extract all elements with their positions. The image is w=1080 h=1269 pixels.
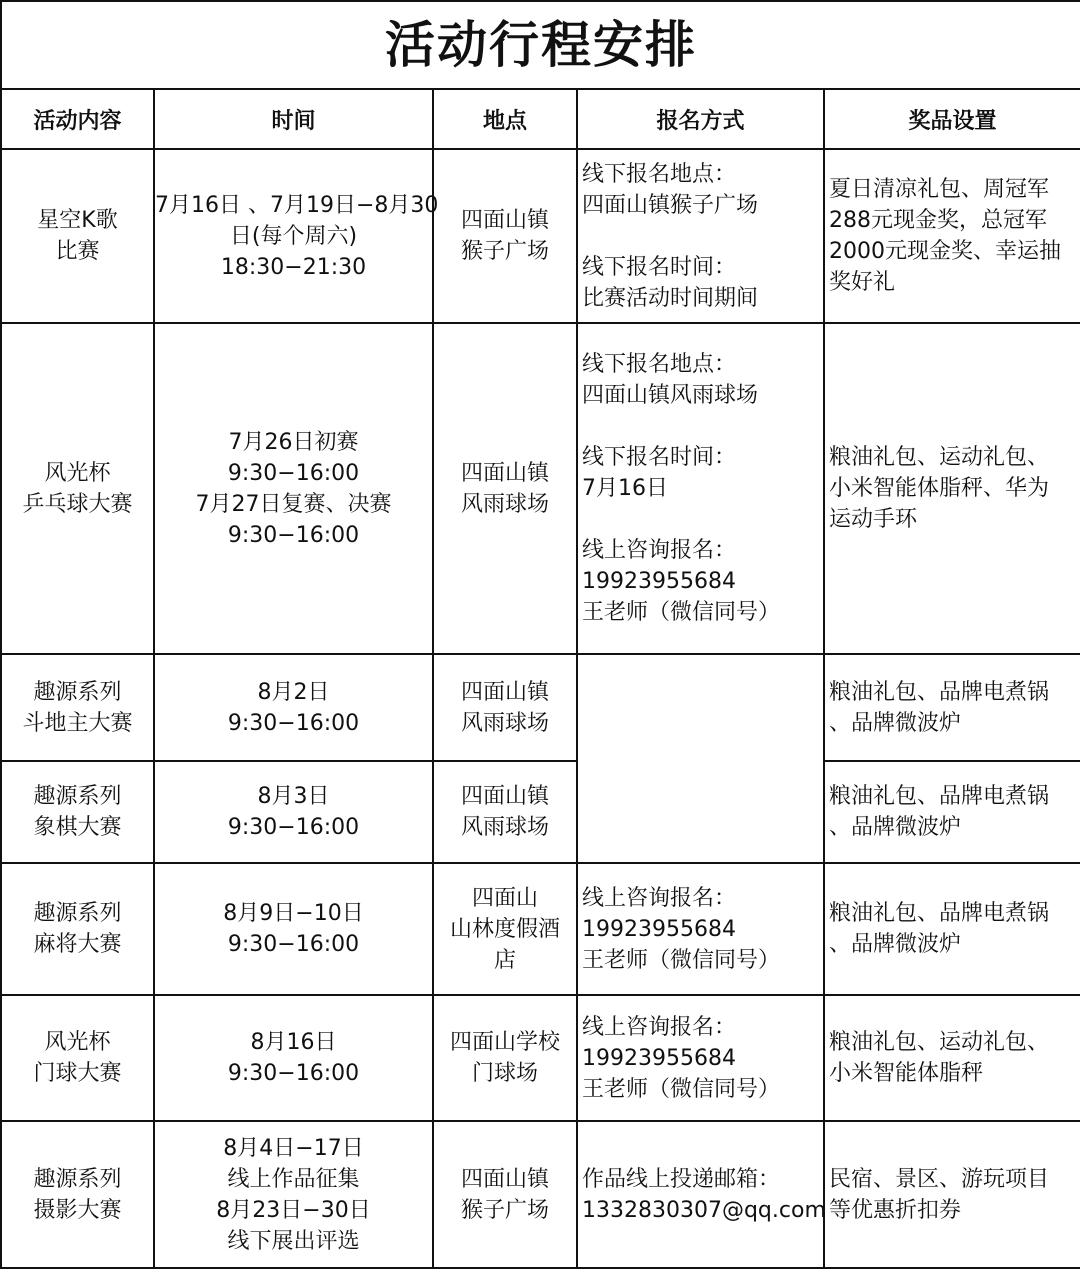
- activity-cell: [1, 761, 154, 863]
- time-line: 7月27日复赛、决赛: [195, 491, 392, 517]
- location-line: 风雨球场: [460, 815, 549, 840]
- time-line: 8月2日: [257, 679, 330, 705]
- prize-line: 、品牌微波炉: [829, 815, 962, 840]
- prize-cell: [824, 654, 1080, 761]
- time-line: 9:30−16:00: [227, 1061, 360, 1086]
- table-row: [1, 761, 1080, 863]
- time-line: 8月9日−10日: [223, 901, 364, 926]
- activity-cell: [1, 995, 154, 1121]
- prize-line: 粮油礼包、运动礼包、: [829, 445, 1050, 470]
- location-line: 风雨球场: [460, 710, 549, 736]
- prize-line: 、品牌微波炉: [829, 932, 962, 957]
- prize-line: 夏日清凉礼包、周冠军: [829, 177, 1050, 202]
- activity-cell: [1, 149, 154, 323]
- time-cell: [154, 863, 433, 995]
- prize-line: 小米智能体脂秤、华为: [829, 476, 1050, 501]
- signup-line: 线下报名地点：: [582, 352, 737, 377]
- activity-line: 趣源系列: [33, 1166, 122, 1192]
- time-line: 线上作品征集: [227, 1166, 360, 1192]
- time-cell: [154, 654, 433, 761]
- signup-cell-empty: [577, 654, 824, 863]
- time-line: 8月4日−17日: [223, 1135, 364, 1161]
- signup-line: 7月16日: [582, 476, 668, 501]
- activity-line: 斗地主大赛: [22, 710, 133, 736]
- page-title: 活动行程安排: [1, 1, 1080, 89]
- signup-email: 1332830307@qq.com: [582, 1197, 826, 1223]
- time-line: 8月23日−30日: [216, 1197, 371, 1223]
- time-line: 8月16日: [250, 1030, 337, 1055]
- prize-line: 奖好礼: [829, 270, 896, 295]
- prize-cell: [824, 149, 1080, 323]
- signup-line: 王老师（微信同号）: [582, 600, 781, 625]
- prize-line: 小米智能体脂秤: [829, 1061, 984, 1086]
- time-cell: [154, 1121, 433, 1268]
- prize-line: 288元现金奖，总冠军: [829, 208, 1047, 233]
- location-cell: [433, 654, 577, 761]
- signup-line: 线下报名时间：: [582, 254, 737, 280]
- table-row: [1, 863, 1080, 995]
- activity-line: 乒乓球大赛: [22, 491, 133, 517]
- location-cell: [433, 995, 577, 1121]
- signup-line: 四面山镇风雨球场: [582, 383, 759, 408]
- location-line: 猴子广场: [460, 239, 549, 264]
- signup-phone: 19923955684: [582, 569, 736, 594]
- location-line: 四面山学校: [449, 1030, 560, 1055]
- prize-line: 、品牌微波炉: [829, 710, 962, 736]
- header-row: [1, 89, 1080, 149]
- signup-cell: [577, 149, 824, 323]
- prize-line: 粮油礼包、品牌电煮锅: [829, 901, 1050, 926]
- spacer: [582, 504, 823, 535]
- table-row: [1, 323, 1080, 654]
- location-line: 门球场: [471, 1061, 538, 1086]
- time-line: 9:30−16:00: [227, 710, 360, 736]
- header-activity: 活动内容: [1, 89, 154, 149]
- activity-cell: [1, 1121, 154, 1268]
- time-line: 7月26日初赛: [228, 429, 359, 455]
- title-row: [1, 1, 1080, 89]
- prize-line: 粮油礼包、品牌电煮锅: [829, 679, 1050, 705]
- location-cell: [433, 761, 577, 863]
- activity-line: 风光杯: [44, 460, 111, 486]
- time-line: 8月3日: [257, 784, 330, 809]
- signup-line: 线上咨询报名：: [582, 1014, 737, 1040]
- time-line: 9:30−16:00: [227, 932, 360, 957]
- location-cell: [433, 863, 577, 995]
- activity-cell: [1, 863, 154, 995]
- activity-line: 门球大赛: [33, 1061, 122, 1086]
- prize-cell: [824, 323, 1080, 654]
- prize-line: 粮油礼包、运动礼包、: [829, 1030, 1050, 1055]
- signup-line: 线上咨询报名：: [582, 538, 737, 563]
- activity-line: 摄影大赛: [33, 1197, 122, 1223]
- activity-line: 象棋大赛: [33, 815, 122, 840]
- time-cell: [154, 149, 439, 323]
- signup-cell: [577, 1121, 824, 1268]
- signup-cell: [577, 995, 824, 1121]
- signup-cell: [577, 323, 824, 654]
- prize-line: 粮油礼包、品牌电煮锅: [829, 784, 1050, 809]
- location-line: 店: [493, 947, 516, 973]
- location-line: 猴子广场: [460, 1197, 549, 1223]
- header-time: 时间: [154, 89, 433, 149]
- activity-line: 星空K歌: [37, 208, 118, 233]
- signup-line: 四面山镇猴子广场: [582, 192, 759, 218]
- activity-line: 趣源系列: [33, 901, 122, 926]
- prize-line: 民宿、景区、游玩项目: [829, 1166, 1050, 1192]
- time-line: 9:30−16:00: [227, 460, 360, 486]
- time-line: 线下展出评选: [227, 1228, 360, 1254]
- signup-phone: 19923955684: [582, 916, 736, 942]
- table-row: [1, 995, 1080, 1121]
- activity-line: 风光杯: [44, 1030, 111, 1055]
- header-prize: 奖品设置: [824, 89, 1080, 149]
- signup-line: 比赛活动时间期间: [582, 285, 759, 311]
- signup-line: 作品线上投递邮箱：: [582, 1166, 781, 1192]
- location-line: 四面山镇: [460, 208, 549, 233]
- location-cell: [433, 149, 577, 323]
- location-line: 四面山镇: [460, 679, 549, 705]
- time-cell: [154, 761, 433, 863]
- activity-cell: [1, 654, 154, 761]
- time-line: 18:30−21:30: [220, 254, 367, 280]
- time-line: 日(每个周六): [229, 223, 358, 249]
- time-line: 9:30−16:00: [227, 815, 360, 840]
- prize-line: 运动手环: [829, 507, 918, 532]
- signup-line: 王老师（微信同号）: [582, 947, 781, 973]
- table-row: [1, 1121, 1080, 1268]
- time-line: 9:30−16:00: [227, 522, 360, 548]
- prize-line: 2000元现金奖、幸运抽: [829, 239, 1061, 264]
- prize-cell: [824, 863, 1080, 995]
- prize-cell: [824, 1121, 1080, 1268]
- activity-line: 趣源系列: [33, 784, 122, 809]
- prize-line: 等优惠折扣券: [829, 1197, 962, 1223]
- activity-line: 比赛: [55, 239, 100, 264]
- activity-line: 趣源系列: [33, 679, 122, 705]
- time-cell: [154, 995, 433, 1121]
- location-line: 四面山镇: [460, 784, 549, 809]
- activity-cell: [1, 323, 154, 654]
- spacer: [582, 221, 823, 252]
- signup-line: 线上咨询报名：: [582, 885, 737, 911]
- spacer: [582, 411, 823, 442]
- header-signup: 报名方式: [577, 89, 824, 149]
- prize-cell: [824, 761, 1080, 863]
- table-row: [1, 654, 1080, 761]
- activity-line: 麻将大赛: [33, 932, 122, 957]
- location-line: 四面山镇: [460, 460, 549, 486]
- time-line: 7月16日 、7月19日−8月30: [155, 192, 439, 218]
- signup-line: 王老师（微信同号）: [582, 1076, 781, 1102]
- location-cell: [433, 1121, 577, 1268]
- location-cell: [433, 323, 577, 654]
- header-location: 地点: [433, 89, 577, 149]
- signup-phone: 19923955684: [582, 1045, 736, 1071]
- signup-cell: [577, 863, 824, 995]
- location-line: 四面山: [471, 885, 538, 911]
- location-line: 四面山镇: [460, 1166, 549, 1192]
- signup-line: 线下报名地点：: [582, 161, 737, 187]
- time-cell: [154, 323, 433, 654]
- location-line: 风雨球场: [460, 491, 549, 517]
- table-row: [1, 149, 1080, 323]
- prize-cell: [824, 995, 1080, 1121]
- signup-line: 线下报名时间：: [582, 445, 737, 470]
- location-line: 山林度假酒: [449, 916, 560, 942]
